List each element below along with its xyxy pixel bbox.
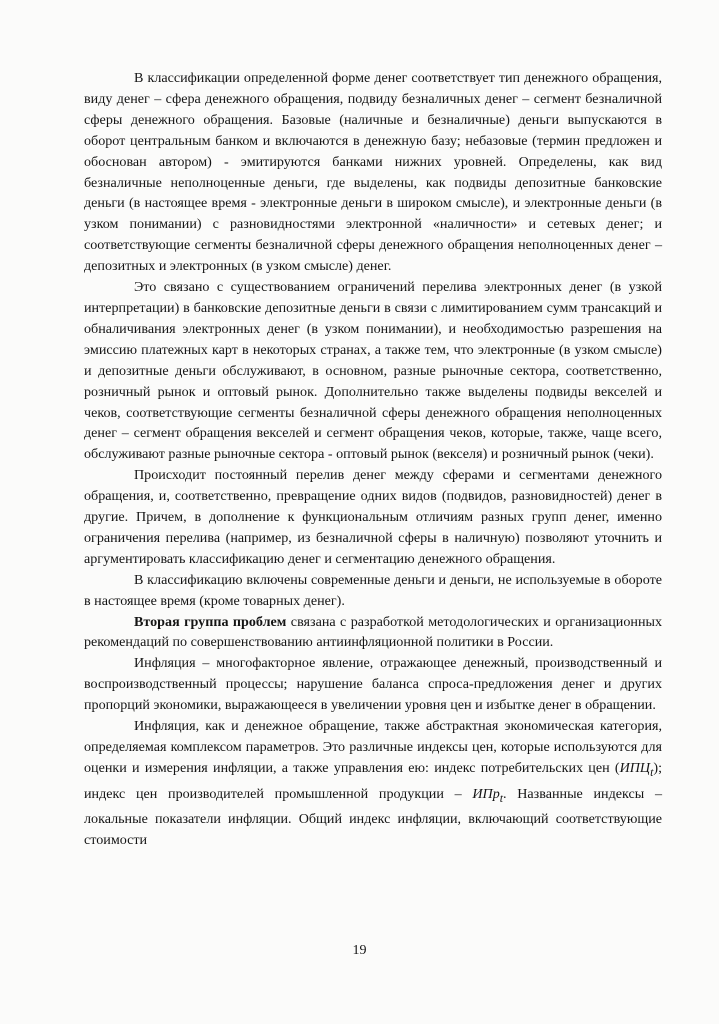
paragraph-text: связана с разработкой методологических и организационных рекомендаций по совершенствованию антиинфляционной политики в России. [84,613,662,651]
paragraph-text: . Названные индексы – локальные показатели инфляции. Общий индекс инфляции, включающий соответствующие стоимости [84,785,662,849]
cpi-subscript: t [650,765,654,779]
ppi-subscript: t [499,791,504,805]
paragraph-text: ); индекс цен производителей промышленной продукции – [84,759,662,802]
paragraph-classification: В классификации определенной форме денег соответствует тип денежного обращения, виду денег – сфера денежного обращения, подвиду безналичных денег – сегмент безналичной сферы денежного обращения. Базовые (наличные и безналичные) деньги выпускаются в оборот центральным банком и включаются в денежную базу; небазовые (термин предложен и обоснован автором) - эмитируются банками нижних уровней. Определены, как вид безналичные неполноценные деньги, где выделены, как подвиды депозитные банковские деньги (в настоящее время - электронные деньги в широком смысле), и электронные деньги (в узком понимании) с разновидностями электронной «наличности» и сетевых денег; и соответствующие сегменты безналичной сферы денежного обращения неполноценных денег – депозитных и электронных (в узком смысле) денег. [84,70,662,275]
paragraph-classification-scope: В классификацию включены современные деньги и деньги, не используемые в обороте в настоящее время (кроме товарных денег). [84,571,662,609]
paragraph-text: Инфляция, как и денежное обращение, также абстрактная экономическая категория, определяемая комплексом параметров. Это различные индексы цен, которые используются для оценки и измерения инфляции, а также управления ею: индекс потребительских цен ( [84,718,662,776]
ppi-symbol: ИПр [472,785,500,802]
paragraph-money-flow: Происходит постоянный перелив денег между сферами и сегментами денежного обращения, и, соответственно, превращение одних видов (подвидов, разновидностей) денег в другие. Причем, в дополнение к функциональным отличиям разных групп денег, именно ограничения перелива (например, из безналичной сферы в наличную) позволяют уточнить и аргументировать классификацию денег и сегментацию денежного обращения. [84,467,662,567]
cpi-symbol: ИПЦ [619,759,651,776]
document-body [84,68,662,851]
paragraph-second-problem-group [84,612,662,654]
paragraph-inflation-definition: Инфляция – многофакторное явление, отражающее денежный, производственный и воспроизводственный процессы; нарушение баланса спроса-предложения денег и других пропорций экономики, выражающееся в увеличении уровня цен и избытке денег в обращении. [84,655,662,714]
paragraph-inflation-indices [84,716,662,851]
page-number: 19 [352,943,367,958]
bold-lead-text: Вторая группа проблем [134,613,287,630]
paragraph-overflow-limits: Это связано с существованием ограничений перелива электронных денег (в узкой интерпретации) в банковские депозитные деньги в связи с лимитированием сумм трансакций и обналичивания электронных денег (в узком понимании), и необходимостью разрешения на эмиссию платежных карт в некоторых странах, а также тем, что электронные (в узком смысле) и депозитные деньги обслуживают, в основном, разные рыночные сектора, соответственно, розничный рынок и оптовый рынок. Дополнительно также выделены подвиды векселей и чеков, соответствующие сегменты безналичной сферы денежного обращения неполноценных денег – сегмент обращения векселей и сегмент обращения чеков, которые, также, чаще всего, обслуживают разные рыночные сектора - оптовый рынок (векселя) и розничный рынок (чеки). [84,279,662,463]
